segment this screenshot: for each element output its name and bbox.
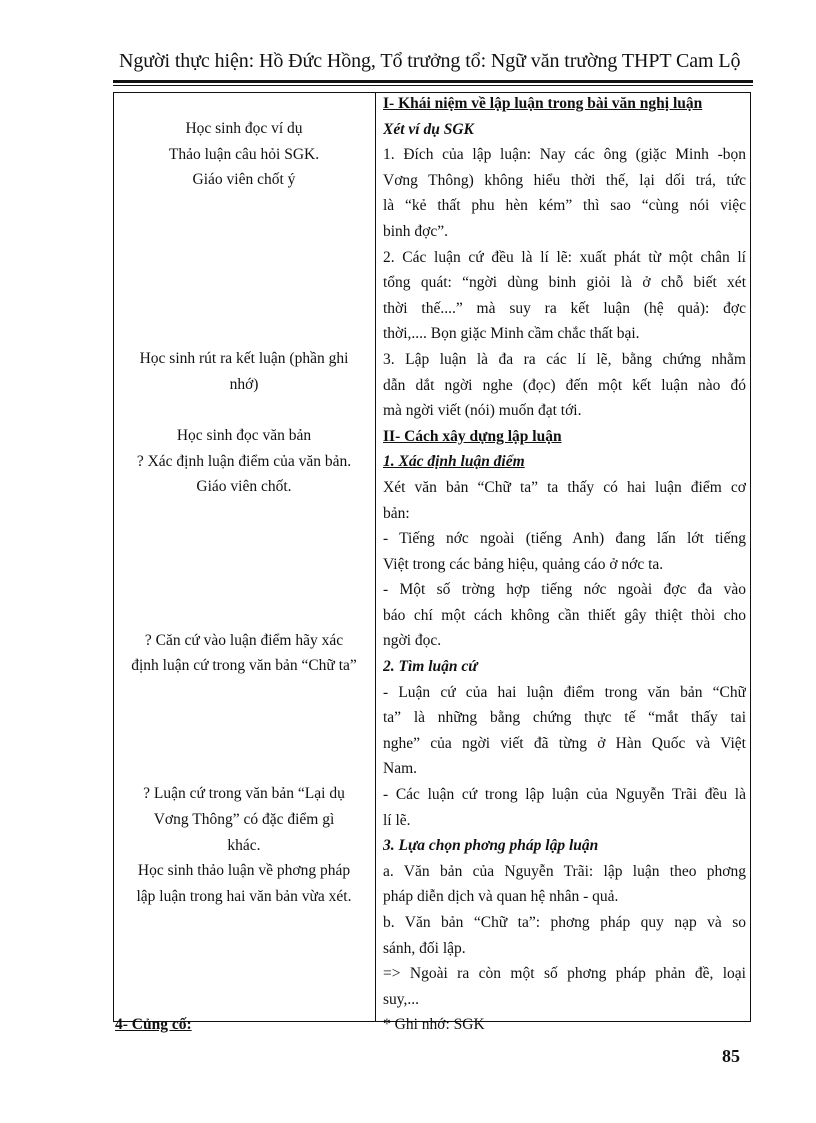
teacher-student-activities-column — [115, 116, 373, 1037]
spacer — [115, 244, 373, 270]
subsection-heading: 1. Xác định luận điểm — [383, 453, 525, 471]
activity-line: ? Xác định luận điểm của văn bản. — [136, 452, 352, 470]
header-rule-thick — [113, 80, 753, 83]
activity-line: Thảo luận câu hỏi SGK. — [168, 145, 320, 163]
spacer — [115, 705, 373, 731]
content-line: - Tiếng nớc ngoài (tiếng Anh) đang lấn lớt tiếng — [383, 530, 746, 548]
activity-line: nhớ) — [229, 375, 259, 393]
spacer — [115, 730, 373, 756]
content-line: dẫn dắt ngời nghe (đọc) đến một kết luận nào đó — [383, 376, 746, 394]
spacer — [115, 398, 373, 424]
activity-line: Giáo viên chốt ý — [192, 171, 296, 189]
content-line: binh đợc”. — [383, 222, 449, 240]
content-line: mà ngời viết (nói) muốn đạt tới. — [383, 402, 582, 420]
subsection-heading: 3. Lựa chọn phơng pháp lập luận — [383, 837, 599, 855]
activity-line: Giáo viên chốt. — [196, 478, 292, 496]
content-line: Vơng Thông) không hiểu thời thế, lại dối trá, tức — [383, 171, 746, 189]
spacer — [115, 909, 373, 935]
column-divider — [375, 92, 376, 1022]
spacer — [115, 193, 373, 219]
content-line: Nam. — [383, 760, 418, 778]
content-line: a. Văn bản của Nguyễn Trãi: lập luận theo phơng — [383, 862, 746, 880]
activity-line: Vơng Thông” có đặc điểm gì — [153, 811, 335, 829]
activity-line: ? Luận cứ trong văn bản “Lại dụ — [143, 785, 345, 803]
activity-line: Học sinh rút ra kết luận (phần ghi — [139, 350, 349, 368]
content-line: Xét văn bản “Chữ ta” ta thấy có hai luận điểm cơ — [383, 478, 746, 496]
content-line: - Một số trờng hợp tiếng nớc ngoài đợc đa vào — [383, 581, 746, 599]
header-rule-thin — [113, 85, 753, 86]
spacer — [115, 500, 373, 526]
spacer — [115, 961, 373, 987]
subsection-heading: Xét ví dụ SGK — [383, 120, 474, 138]
content-line: là “kẻ thất phu hèn kém” thì sao “cùng nói việc — [383, 197, 746, 215]
spacer — [115, 756, 373, 782]
activity-line: Học sinh đọc ví dụ — [185, 120, 303, 137]
content-line: pháp diễn dịch và quan hệ nhân - quả. — [383, 888, 619, 906]
content-line: 2. Các luận cứ đều là lí lẽ: xuất phát từ một chân lí — [383, 248, 746, 266]
spacer — [115, 295, 373, 321]
content-line: - Các luận cứ trong lập luận của Nguyễn Trãi đều là — [383, 786, 746, 804]
content-line: => Ngoài ra còn một số phơng pháp phản đề, loại — [383, 965, 746, 983]
content-line: ta” là những bằng chứng thực tế “mắt thấy tai — [383, 709, 746, 727]
content-line: thời thế....” mà suy ra kết luận (hệ quả): đợc — [383, 299, 746, 317]
lesson-content-column — [383, 91, 746, 1038]
content-line: thời,.... Bọn giặc Minh cầm chắc thất bại. — [383, 325, 640, 343]
consolidation-heading: 4- Củng cố: — [115, 1015, 192, 1033]
content-line: tổng quát: “ngời dùng binh giỏi là ở chỗ biết xét — [383, 274, 746, 292]
content-line: suy,... — [383, 990, 420, 1008]
spacer — [115, 526, 373, 552]
activity-line: khác. — [227, 836, 261, 854]
page-header: Người thực hiện: Hồ Đức Hồng, Tổ trưởng tổ: Ngữ văn trường THPT Cam Lộ — [119, 50, 741, 72]
section-heading: I- Khái niệm về lập luận trong bài văn nghị luận — [383, 95, 703, 112]
content-line: b. Văn bản “Chữ ta”: phơng pháp quy nạp và so — [383, 914, 746, 931]
spacer — [115, 321, 373, 347]
spacer — [115, 270, 373, 296]
content-line: 1. Đích của lập luận: Nay các ông (giặc Minh -bọn — [383, 146, 746, 164]
content-line: Việt trong các bảng hiệu, quảng cáo ở nớc ta. — [383, 555, 664, 573]
content-line: báo chí một cách không cần thiết gây thiệt thòi cho — [383, 606, 746, 624]
remember-note: * Ghi nhớ: SGK — [383, 1016, 485, 1034]
content-line: 3. Lập luận là đa ra các lí lẽ, bằng chứng nhằm — [383, 350, 746, 368]
activity-line: định luận cứ trong văn bản “Chữ ta” — [131, 657, 357, 675]
activity-line: lập luận trong hai văn bản vừa xét. — [136, 887, 352, 905]
spacer — [115, 551, 373, 577]
spacer — [115, 577, 373, 603]
activity-line: ? Căn cứ vào luận điểm hãy xác — [144, 631, 344, 649]
content-line: sánh, đối lập. — [383, 939, 466, 957]
spacer — [115, 218, 373, 244]
page-number: 85 — [722, 1046, 740, 1066]
spacer — [115, 986, 373, 1012]
content-line: - Luận cứ của hai luận điểm trong văn bản “Chữ — [383, 683, 746, 701]
content-line: lí lẽ. — [383, 811, 411, 829]
subsection-heading: 2. Tìm luận cứ — [383, 658, 478, 676]
content-line: bản: — [383, 504, 410, 522]
section-heading: II- Cách xây dựng lập luận — [383, 427, 562, 445]
content-line: ngời đọc. — [383, 632, 442, 650]
spacer — [115, 935, 373, 961]
spacer — [115, 679, 373, 705]
activity-line: Học sinh đọc văn bản — [176, 427, 312, 445]
content-line: nghe” của ngời viết đã từng ở Hàn Quốc và Việt — [383, 734, 746, 752]
activity-line: Học sinh thảo luận về phơng pháp — [137, 862, 351, 880]
spacer — [115, 602, 373, 628]
